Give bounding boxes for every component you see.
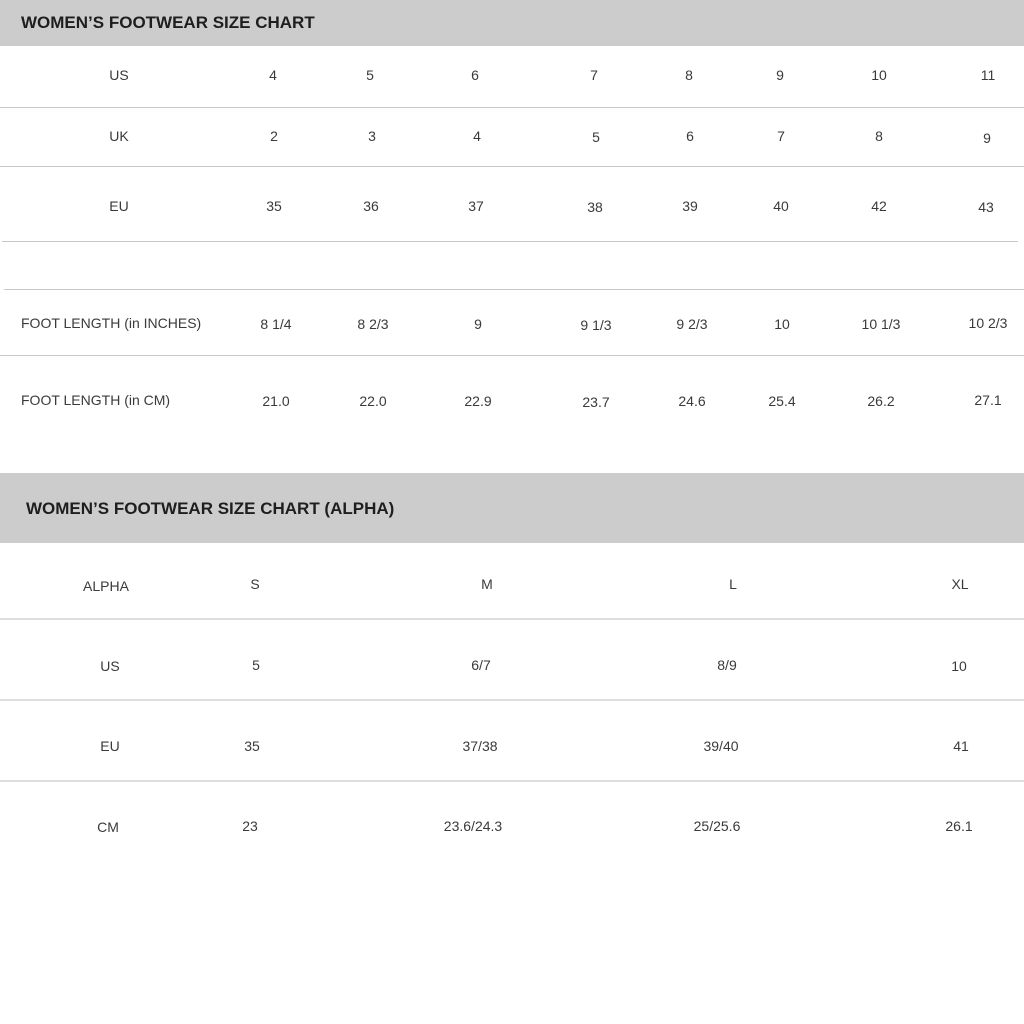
row-label-us: US xyxy=(109,67,129,83)
table-cell: 22.0 xyxy=(359,393,387,409)
table-cell: 10 xyxy=(951,658,967,674)
table-cell: 7 xyxy=(590,67,598,83)
table-cell: 2 xyxy=(270,128,278,144)
row-label-uk: UK xyxy=(109,128,129,144)
table-cell: 27.1 xyxy=(974,392,1002,408)
table-cell: 6 xyxy=(686,128,694,144)
table-divider xyxy=(4,289,1024,290)
table-cell: 43 xyxy=(978,199,994,215)
table-cell: S xyxy=(250,576,260,592)
table-cell: 8/9 xyxy=(717,657,737,673)
table-cell: 9 2/3 xyxy=(676,316,708,332)
table-divider xyxy=(0,166,1024,167)
table-cell: 6 xyxy=(471,67,479,83)
table-cell: M xyxy=(481,576,493,592)
table-cell: 42 xyxy=(871,198,887,214)
table-cell: 11 xyxy=(980,67,996,83)
table-cell: L xyxy=(729,576,737,592)
table-cell: 3 xyxy=(368,128,376,144)
table-cell: 5 xyxy=(592,129,600,145)
row-label-eu: EU xyxy=(100,738,120,754)
table-cell: 9 xyxy=(776,67,784,83)
table-cell: 10 2/3 xyxy=(968,315,1008,331)
table-divider xyxy=(0,618,1024,620)
row-label-us: US xyxy=(100,658,120,674)
table-cell: 8 xyxy=(875,128,883,144)
table-cell: 9 xyxy=(474,316,482,332)
table-divider xyxy=(0,355,1024,356)
table-divider xyxy=(0,780,1024,782)
table-cell: 9 1/3 xyxy=(580,317,612,333)
alpha-size-chart-title: WOMEN’S FOOTWEAR SIZE CHART (ALPHA) xyxy=(26,499,395,518)
table-cell: 35 xyxy=(244,738,260,754)
table-cell: 24.6 xyxy=(678,393,706,409)
table-cell: 25.4 xyxy=(768,393,796,409)
table-cell: 39 xyxy=(682,198,698,214)
table-cell: 10 xyxy=(871,67,887,83)
table-cell: 41 xyxy=(953,738,969,754)
row-label-foot-length-cm: FOOT LENGTH (in CM) xyxy=(21,392,171,408)
table-cell: 4 xyxy=(269,67,277,83)
table-divider xyxy=(0,107,1024,108)
table-cell: 5 xyxy=(366,67,374,83)
table-cell: 38 xyxy=(587,199,603,215)
table-cell: 8 xyxy=(685,67,693,83)
table-cell: 6/7 xyxy=(471,657,491,673)
table-cell: 37/38 xyxy=(462,738,498,754)
table-cell: 23 xyxy=(242,818,258,834)
row-label-eu: EU xyxy=(109,198,129,214)
table-cell: 9 xyxy=(983,130,991,146)
row-label-cm: CM xyxy=(97,819,119,835)
size-chart-title: WOMEN’S FOOTWEAR SIZE CHART xyxy=(21,13,315,32)
table-cell: 26.2 xyxy=(867,393,895,409)
row-label-alpha: ALPHA xyxy=(83,578,129,594)
table-cell: 7 xyxy=(777,128,785,144)
table-cell: 23.7 xyxy=(582,394,610,410)
table-cell: 40 xyxy=(773,198,789,214)
table-cell: 36 xyxy=(363,198,379,214)
table-divider xyxy=(2,241,1018,242)
table-cell: 21.0 xyxy=(262,393,290,409)
row-label-foot-length-inches: FOOT LENGTH (in INCHES) xyxy=(21,315,202,331)
table-cell: 23.6/24.3 xyxy=(443,818,503,834)
table-cell: 5 xyxy=(252,657,260,673)
table-cell: 10 1/3 xyxy=(861,316,901,332)
table-divider xyxy=(0,699,1024,701)
table-cell: 25/25.6 xyxy=(693,818,741,834)
table-cell: 35 xyxy=(266,198,282,214)
table-cell: 8 1/4 xyxy=(260,316,292,332)
table-cell: 26.1 xyxy=(945,818,973,834)
table-cell: XL xyxy=(951,576,969,592)
table-cell: 39/40 xyxy=(703,738,739,754)
table-cell: 37 xyxy=(468,198,484,214)
table-cell: 4 xyxy=(473,128,481,144)
table-cell: 22.9 xyxy=(464,393,492,409)
table-cell: 10 xyxy=(774,316,790,332)
table-cell: 8 2/3 xyxy=(357,316,389,332)
